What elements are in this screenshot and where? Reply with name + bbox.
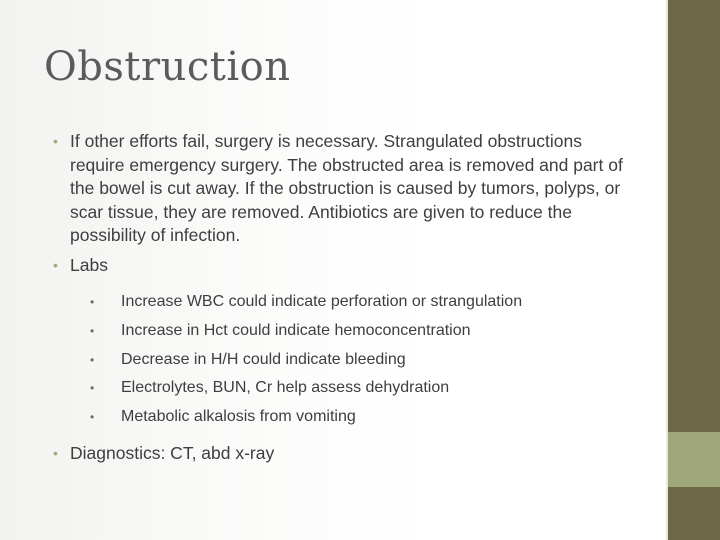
sidebar-accent-block (668, 432, 720, 487)
sub-bullet-text: Increase in Hct could indicate hemoconcentration (121, 321, 471, 339)
sub-bullet-icon: • (90, 323, 95, 338)
bullet-text: If other efforts fail, surgery is necessary. Strangulated obstructions require emergency surgery. The obstructed area is removed and part of the bowel is cut away. If the obstruction is caused by tumors, polyps, or scar tissue, they are removed. Antibiotics are given to reduce the possibility of infection. (70, 131, 623, 245)
sub-bullet-icon: • (90, 295, 95, 309)
bullet-text: Labs (70, 254, 108, 275)
bullet-icon: • (53, 444, 58, 461)
bullet-icon: • (53, 256, 58, 273)
sub-bullet-item (70, 346, 633, 375)
slide-content (53, 130, 633, 471)
sub-bullet-text: Metabolic alkalosis from vomiting (121, 408, 356, 426)
bullet-text: Diagnostics: CT, abd x-ray (70, 442, 275, 463)
sub-bullet-item (70, 317, 633, 346)
bullet-item-diagnostics (53, 442, 633, 466)
slide-title: Obstruction (44, 44, 291, 90)
bullet-icon: • (53, 133, 58, 149)
bullet-item-labs (53, 254, 633, 432)
bullet-list (53, 130, 633, 465)
sub-bullet-item (70, 288, 633, 317)
sub-bullet-text: Decrease in H/H could indicate bleeding (121, 350, 406, 368)
sub-bullet-icon: • (90, 352, 95, 367)
bullet-item-surgery (53, 130, 633, 248)
sub-bullet-item (70, 403, 633, 432)
sub-bullet-icon: • (90, 381, 95, 396)
sub-bullet-item (70, 374, 633, 403)
sub-bullet-list (70, 288, 633, 432)
sub-bullet-text: Increase WBC could indicate perforation or strangulation (121, 293, 523, 310)
sub-bullet-text: Electrolytes, BUN, Cr help assess dehydration (121, 379, 450, 397)
sub-bullet-icon: • (90, 410, 95, 425)
